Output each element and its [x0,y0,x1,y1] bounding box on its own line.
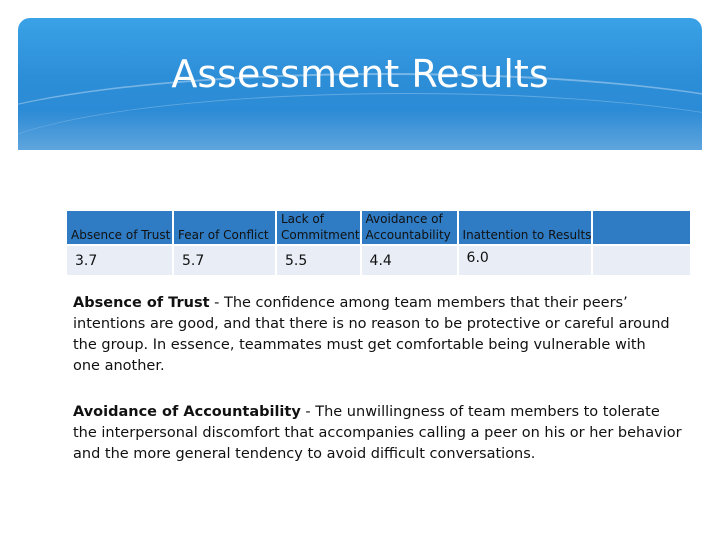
value-empty [592,245,691,275]
definition-text: - The confidence among team members that their peers’ intentions are good, and that there is no reason to be protective or careful around the group. In essence, teammates must get comfortable being vulnerable with one another. [73,295,670,374]
table-header-row [67,211,691,245]
value-avoidance-of-accountability: 4.4 [361,245,458,275]
value-lack-of-commitment: 5.5 [276,245,361,275]
header-fear-of-conflict [173,211,276,245]
assessment-table [67,211,692,275]
banner-glow [18,110,702,150]
header-line1: Lack of [281,212,324,226]
definition-absence-of-trust [73,293,673,377]
header-line2: Accountability [365,228,451,242]
value-inattention-to-results: 6.0 [458,245,593,275]
header-absence-of-trust [67,211,173,245]
header-lack-of-commitment [276,211,361,245]
definition-avoidance-of-accountability [73,402,683,465]
definition-text: - The unwillingness of team members to tolerate the interpersonal discomfort that accompanies calling a peer on his or her behavior and the more general tendency to avoid difficult conversations. [73,404,682,462]
definition-term: Absence of Trust [73,295,210,311]
header-line2: Absence of Trust [71,228,171,242]
header-avoidance-of-accountability [361,211,458,245]
value-absence-of-trust: 3.7 [67,245,173,275]
header-line2: Inattention to Results [462,228,592,242]
header-line1: Avoidance of [365,212,443,226]
definition-term: Avoidance of Accountability [73,404,301,420]
header-empty [592,211,691,245]
header-line2: Fear of Conflict [178,228,269,242]
header-line2: Commitment [281,228,360,242]
table-value-row [67,245,691,275]
slide-title: Assessment Results [171,52,549,96]
value-fear-of-conflict: 5.7 [173,245,276,275]
header-inattention-to-results [458,211,593,245]
